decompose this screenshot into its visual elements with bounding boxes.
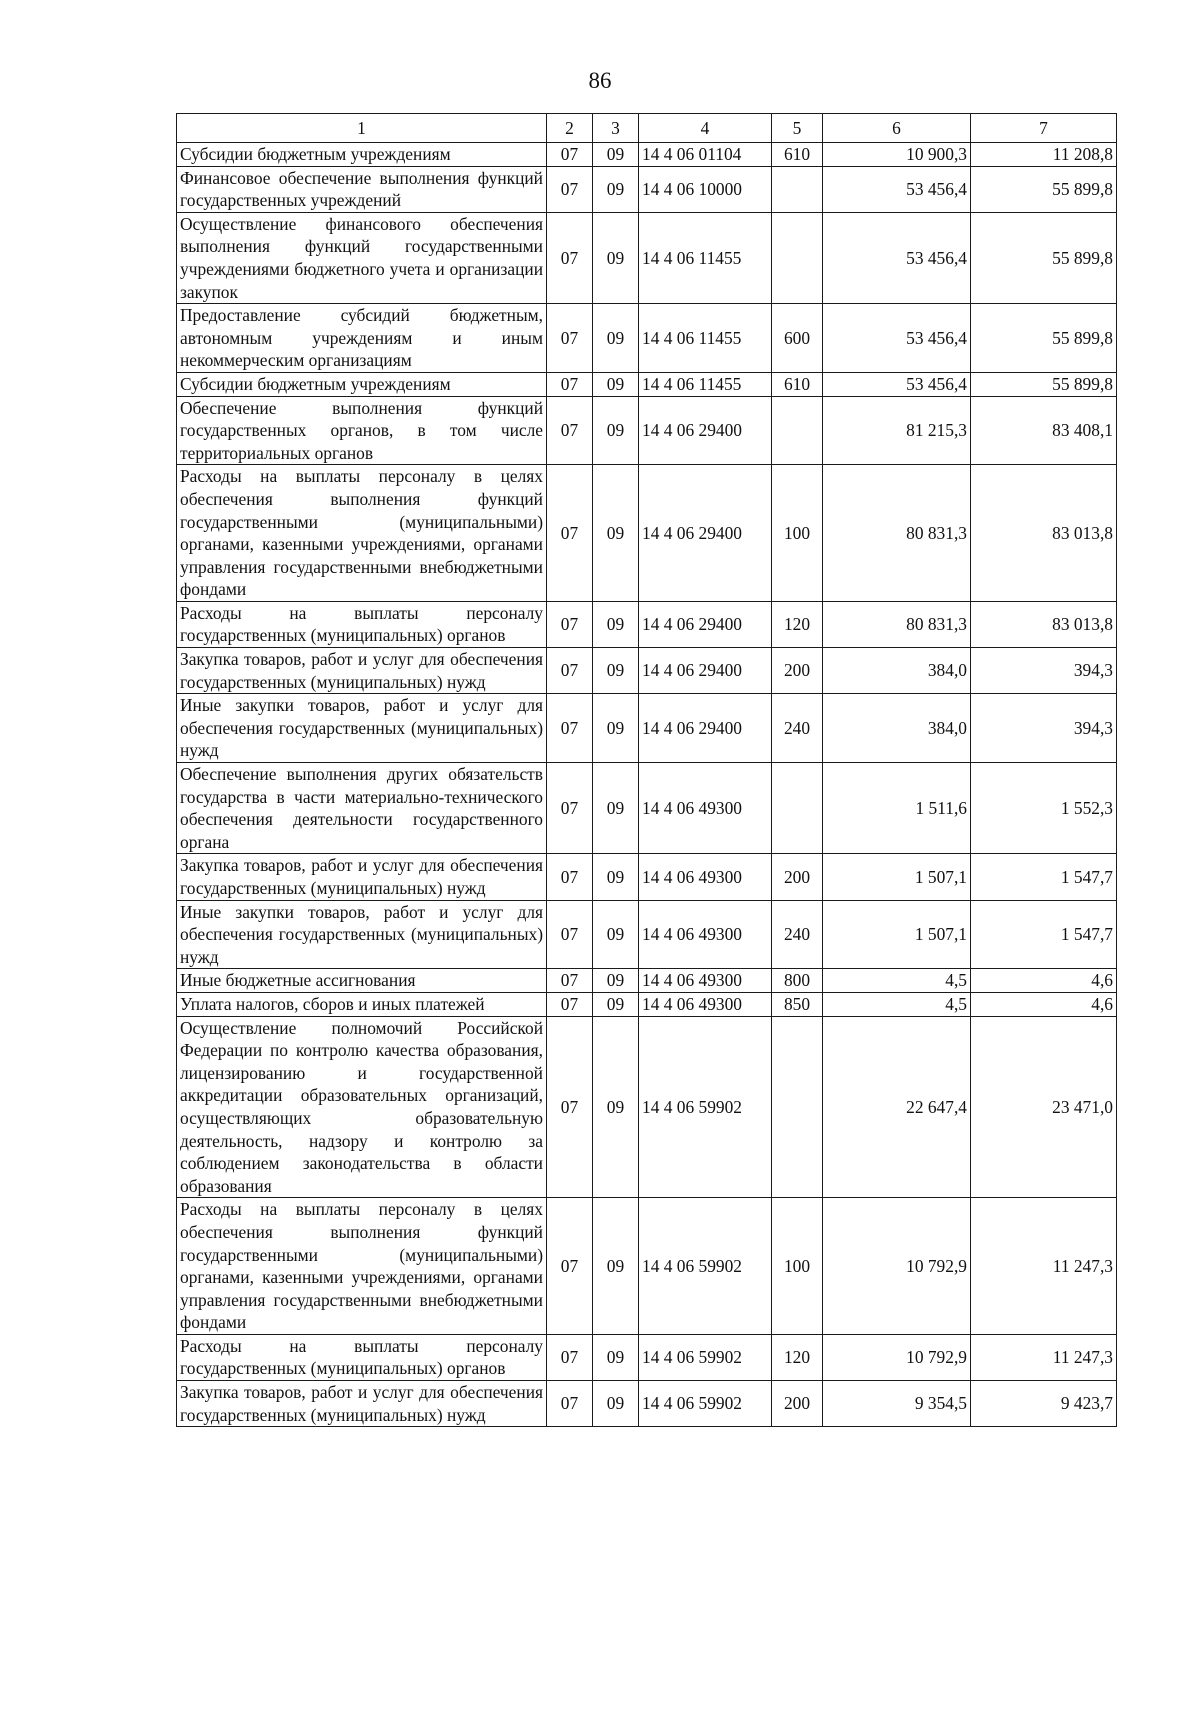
row-expense-type-cell	[772, 212, 823, 303]
row-amount-year1-cell: 4,5	[823, 969, 971, 993]
row-expense-type-cell: 120	[772, 1334, 823, 1380]
page-number: 86	[588, 68, 612, 93]
row-expense-type-cell: 850	[772, 992, 823, 1016]
row-section-cell: 07	[547, 166, 593, 212]
row-target-code-cell: 14 4 06 01104	[639, 143, 772, 167]
row-amount-year2-cell: 4,6	[971, 992, 1117, 1016]
row-amount-year1-cell: 384,0	[823, 648, 971, 694]
row-name-cell: Осуществление финансового обеспечения выполнения функций государственными учреждениями бюджетного учета и организации закупок	[177, 212, 547, 303]
row-amount-year1-cell: 9 354,5	[823, 1381, 971, 1427]
row-expense-type-cell: 600	[772, 304, 823, 373]
row-amount-year2-cell: 55 899,8	[971, 372, 1117, 396]
table-row	[177, 763, 1117, 854]
row-section-cell: 07	[547, 694, 593, 763]
row-section-cell: 07	[547, 1198, 593, 1335]
row-subsection-cell: 09	[593, 372, 639, 396]
row-subsection-cell: 09	[593, 648, 639, 694]
row-amount-year2-cell: 394,3	[971, 694, 1117, 763]
row-section-cell: 07	[547, 1334, 593, 1380]
row-subsection-cell: 09	[593, 143, 639, 167]
table-row	[177, 854, 1117, 900]
table-row	[177, 601, 1117, 647]
row-subsection-cell: 09	[593, 900, 639, 969]
row-amount-year1-cell: 53 456,4	[823, 212, 971, 303]
row-amount-year1-cell: 80 831,3	[823, 465, 971, 602]
row-name-cell: Закупка товаров, работ и услуг для обеспечения государственных (муниципальных) нужд	[177, 854, 547, 900]
table-row	[177, 1198, 1117, 1335]
row-section-cell: 07	[547, 900, 593, 969]
row-section-cell: 07	[547, 763, 593, 854]
row-target-code-cell: 14 4 06 49300	[639, 900, 772, 969]
row-expense-type-cell: 200	[772, 1381, 823, 1427]
row-amount-year2-cell: 9 423,7	[971, 1381, 1117, 1427]
row-name-cell: Закупка товаров, работ и услуг для обеспечения государственных (муниципальных) нужд	[177, 1381, 547, 1427]
row-name-cell: Расходы на выплаты персоналу в целях обеспечения выполнения функций государственными (муниципальными) органами, казенными учреждениями, органами управления государственными внебюджетными фондами	[177, 465, 547, 602]
row-subsection-cell: 09	[593, 1016, 639, 1198]
row-amount-year2-cell: 83 013,8	[971, 465, 1117, 602]
row-target-code-cell: 14 4 06 59902	[639, 1198, 772, 1335]
row-name-cell: Расходы на выплаты персоналу государственных (муниципальных) органов	[177, 1334, 547, 1380]
header-cell: 3	[593, 114, 639, 143]
row-expense-type-cell: 200	[772, 648, 823, 694]
row-section-cell: 07	[547, 992, 593, 1016]
row-name-cell: Расходы на выплаты персоналу государственных (муниципальных) органов	[177, 601, 547, 647]
row-target-code-cell: 14 4 06 29400	[639, 396, 772, 465]
header-cell: 2	[547, 114, 593, 143]
row-target-code-cell: 14 4 06 49300	[639, 854, 772, 900]
row-amount-year2-cell: 55 899,8	[971, 304, 1117, 373]
row-target-code-cell: 14 4 06 11455	[639, 372, 772, 396]
row-name-cell: Уплата налогов, сборов и иных платежей	[177, 992, 547, 1016]
row-section-cell: 07	[547, 396, 593, 465]
header-row	[177, 114, 1117, 143]
table-row	[177, 648, 1117, 694]
row-section-cell: 07	[547, 143, 593, 167]
row-amount-year1-cell: 80 831,3	[823, 601, 971, 647]
row-expense-type-cell	[772, 396, 823, 465]
row-target-code-cell: 14 4 06 29400	[639, 694, 772, 763]
row-target-code-cell: 14 4 06 29400	[639, 601, 772, 647]
row-name-cell: Иные бюджетные ассигнования	[177, 969, 547, 993]
row-name-cell: Иные закупки товаров, работ и услуг для обеспечения государственных (муниципальных) нужд	[177, 694, 547, 763]
header-cell: 6	[823, 114, 971, 143]
table-row	[177, 143, 1117, 167]
table-body	[177, 143, 1117, 1427]
table-row	[177, 969, 1117, 993]
row-amount-year2-cell: 83 013,8	[971, 601, 1117, 647]
table-row	[177, 212, 1117, 303]
row-section-cell: 07	[547, 465, 593, 602]
row-target-code-cell: 14 4 06 59902	[639, 1334, 772, 1380]
row-amount-year2-cell: 55 899,8	[971, 212, 1117, 303]
row-expense-type-cell: 100	[772, 1198, 823, 1335]
row-amount-year1-cell: 22 647,4	[823, 1016, 971, 1198]
row-amount-year2-cell: 55 899,8	[971, 166, 1117, 212]
row-amount-year1-cell: 53 456,4	[823, 372, 971, 396]
row-target-code-cell: 14 4 06 11455	[639, 304, 772, 373]
row-subsection-cell: 09	[593, 763, 639, 854]
row-target-code-cell: 14 4 06 11455	[639, 212, 772, 303]
row-name-cell: Субсидии бюджетным учреждениям	[177, 143, 547, 167]
row-expense-type-cell: 240	[772, 694, 823, 763]
row-amount-year1-cell: 10 792,9	[823, 1198, 971, 1335]
row-section-cell: 07	[547, 1381, 593, 1427]
row-expense-type-cell: 100	[772, 465, 823, 602]
row-target-code-cell: 14 4 06 59902	[639, 1016, 772, 1198]
header-cell: 5	[772, 114, 823, 143]
row-expense-type-cell: 200	[772, 854, 823, 900]
table-row	[177, 304, 1117, 373]
row-amount-year1-cell: 4,5	[823, 992, 971, 1016]
table-row	[177, 900, 1117, 969]
table-row	[177, 166, 1117, 212]
row-section-cell: 07	[547, 601, 593, 647]
row-name-cell: Обеспечение выполнения функций государственных органов, в том числе территориальных органов	[177, 396, 547, 465]
row-subsection-cell: 09	[593, 1381, 639, 1427]
row-amount-year1-cell: 81 215,3	[823, 396, 971, 465]
row-amount-year2-cell: 83 408,1	[971, 396, 1117, 465]
row-name-cell: Субсидии бюджетным учреждениям	[177, 372, 547, 396]
row-section-cell: 07	[547, 372, 593, 396]
row-name-cell: Обеспечение выполнения других обязательств государства в части материально-технического обеспечения деятельности государственного органа	[177, 763, 547, 854]
row-expense-type-cell: 610	[772, 372, 823, 396]
row-expense-type-cell	[772, 166, 823, 212]
row-amount-year1-cell: 384,0	[823, 694, 971, 763]
row-amount-year2-cell: 4,6	[971, 969, 1117, 993]
header-cell: 1	[177, 114, 547, 143]
row-amount-year1-cell: 10 900,3	[823, 143, 971, 167]
row-target-code-cell: 14 4 06 49300	[639, 969, 772, 993]
row-amount-year2-cell: 1 552,3	[971, 763, 1117, 854]
row-subsection-cell: 09	[593, 166, 639, 212]
row-target-code-cell: 14 4 06 29400	[639, 648, 772, 694]
table-row	[177, 1381, 1117, 1427]
table-row	[177, 694, 1117, 763]
table-row	[177, 992, 1117, 1016]
row-amount-year1-cell: 10 792,9	[823, 1334, 971, 1380]
row-amount-year2-cell: 11 208,8	[971, 143, 1117, 167]
row-amount-year1-cell: 53 456,4	[823, 304, 971, 373]
row-name-cell: Иные закупки товаров, работ и услуг для обеспечения государственных (муниципальных) нужд	[177, 900, 547, 969]
row-amount-year2-cell: 1 547,7	[971, 854, 1117, 900]
row-amount-year1-cell: 1 507,1	[823, 854, 971, 900]
row-amount-year2-cell: 11 247,3	[971, 1334, 1117, 1380]
table-row	[177, 396, 1117, 465]
row-amount-year2-cell: 11 247,3	[971, 1198, 1117, 1335]
row-section-cell: 07	[547, 648, 593, 694]
row-expense-type-cell: 120	[772, 601, 823, 647]
row-expense-type-cell: 240	[772, 900, 823, 969]
header-cell: 7	[971, 114, 1117, 143]
row-amount-year2-cell: 1 547,7	[971, 900, 1117, 969]
row-subsection-cell: 09	[593, 304, 639, 373]
table-row	[177, 1334, 1117, 1380]
row-name-cell: Закупка товаров, работ и услуг для обеспечения государственных (муниципальных) нужд	[177, 648, 547, 694]
row-expense-type-cell	[772, 1016, 823, 1198]
row-section-cell: 07	[547, 854, 593, 900]
budget-table	[176, 113, 1117, 1427]
row-subsection-cell: 09	[593, 1198, 639, 1335]
row-subsection-cell: 09	[593, 992, 639, 1016]
row-subsection-cell: 09	[593, 694, 639, 763]
row-target-code-cell: 14 4 06 59902	[639, 1381, 772, 1427]
row-subsection-cell: 09	[593, 396, 639, 465]
row-subsection-cell: 09	[593, 212, 639, 303]
row-section-cell: 07	[547, 1016, 593, 1198]
row-name-cell: Осуществление полномочий Российской Федерации по контролю качества образования, лицензированию и государственной аккредитации образовательных организаций, осуществляющих образовательную деятельность, надзору и контролю за соблюдением законодательства в области образования	[177, 1016, 547, 1198]
table-row	[177, 372, 1117, 396]
row-amount-year2-cell: 23 471,0	[971, 1016, 1117, 1198]
row-target-code-cell: 14 4 06 49300	[639, 763, 772, 854]
row-name-cell: Финансовое обеспечение выполнения функций государственных учреждений	[177, 166, 547, 212]
table-row	[177, 1016, 1117, 1198]
row-amount-year2-cell: 394,3	[971, 648, 1117, 694]
row-expense-type-cell: 610	[772, 143, 823, 167]
row-amount-year1-cell: 53 456,4	[823, 166, 971, 212]
row-target-code-cell: 14 4 06 10000	[639, 166, 772, 212]
row-target-code-cell: 14 4 06 29400	[639, 465, 772, 602]
row-subsection-cell: 09	[593, 601, 639, 647]
row-subsection-cell: 09	[593, 465, 639, 602]
row-section-cell: 07	[547, 969, 593, 993]
row-subsection-cell: 09	[593, 1334, 639, 1380]
row-subsection-cell: 09	[593, 969, 639, 993]
row-expense-type-cell	[772, 763, 823, 854]
row-target-code-cell: 14 4 06 49300	[639, 992, 772, 1016]
row-name-cell: Расходы на выплаты персоналу в целях обеспечения выполнения функций государственными (муниципальными) органами, казенными учреждениями, органами управления государственными внебюджетными фондами	[177, 1198, 547, 1335]
row-amount-year1-cell: 1 511,6	[823, 763, 971, 854]
row-section-cell: 07	[547, 304, 593, 373]
row-expense-type-cell: 800	[772, 969, 823, 993]
header-cell: 4	[639, 114, 772, 143]
row-name-cell: Предоставление субсидий бюджетным, автономным учреждениям и иным некоммерческим организациям	[177, 304, 547, 373]
table-row	[177, 465, 1117, 602]
row-amount-year1-cell: 1 507,1	[823, 900, 971, 969]
row-subsection-cell: 09	[593, 854, 639, 900]
row-section-cell: 07	[547, 212, 593, 303]
